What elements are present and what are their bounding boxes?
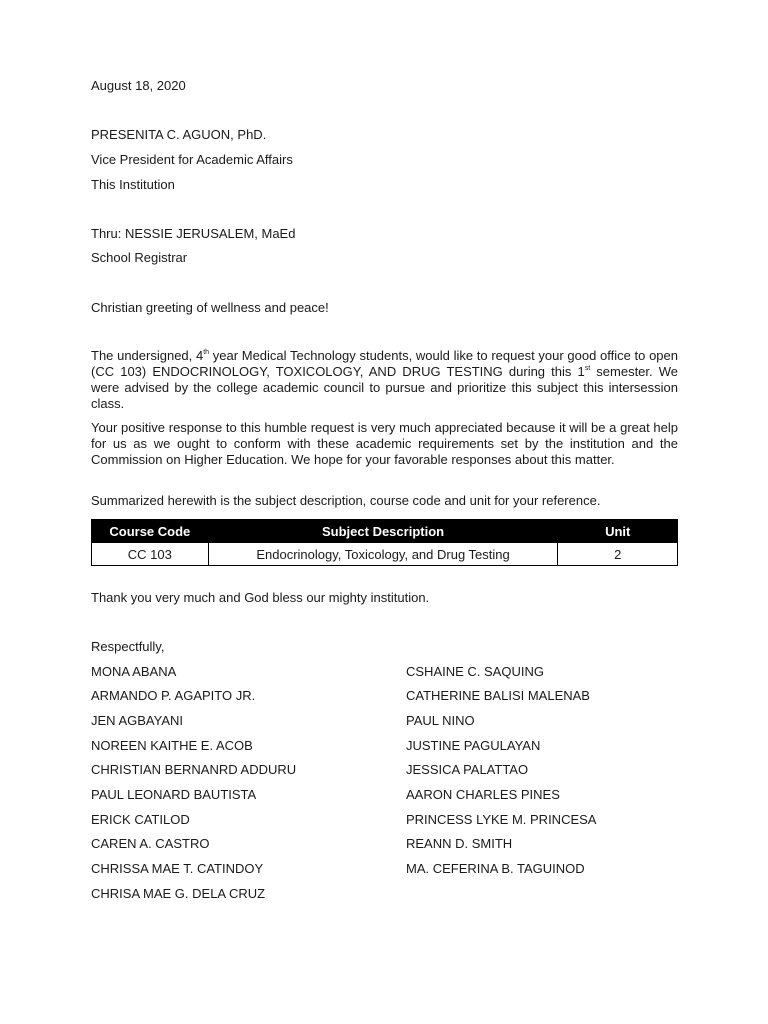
signatory-name: MA. CEFERINA B. TAGUINOD (406, 861, 585, 876)
thanks-line: Thank you very much and God bless our mighty institution. (91, 590, 430, 605)
paragraph-summary: Summarized herewith is the subject description, course code and unit for your reference. (91, 493, 601, 508)
signatory-name: CATHERINE BALISI MALENAB (406, 688, 590, 703)
signatory-name: CHRISSA MAE T. CATINDOY (91, 861, 264, 876)
recipient-org: This Institution (91, 177, 175, 192)
subject-table (91, 519, 678, 566)
signatory-name: CSHAINE C. SAQUING (406, 664, 544, 679)
recipient-title: Vice President for Academic Affairs (91, 152, 293, 167)
signatory-name: CAREN A. CASTRO (91, 836, 210, 851)
signatory-name: PAUL LEONARD BAUTISTA (91, 787, 257, 802)
signatory-name: JUSTINE PAGULAYAN (406, 738, 541, 753)
p1-text-c: semester. We were advised by the college academic council to pursue and prioritize this subject this intersession class. (91, 364, 679, 411)
signatory-name: CHRISA MAE G. DELA CRUZ (91, 886, 266, 901)
table-header-row (92, 520, 678, 543)
header-course-code: Course Code (92, 520, 209, 543)
cell-course-code: CC 103 (92, 543, 209, 566)
greeting: Christian greeting of wellness and peace! (91, 300, 329, 315)
thru-title: School Registrar (91, 250, 188, 265)
letter-date: August 18, 2020 (91, 78, 186, 93)
signatory-name: ARMANDO P. AGAPITO JR. (91, 688, 256, 703)
p1-text-b: year Medical Technology students, would like to request your good office to open (CC 103) ENDOCRINOLOGY, TOXICOLOGY, AND DRUG TESTING during this 1 (91, 348, 678, 379)
signatory-name: AARON CHARLES PINES (406, 787, 560, 802)
signatory-name: JESSICA PALATTAO (406, 762, 529, 777)
thru-name: Thru: NESSIE JERUSALEM, MaEd (91, 226, 296, 241)
signatory-name: ERICK CATILOD (91, 812, 190, 827)
closing: Respectfully, (91, 639, 165, 654)
paragraph-request (91, 348, 678, 412)
signatory-name: PAUL NINO (406, 713, 475, 728)
cell-unit: 2 (558, 543, 678, 566)
p1-sup-st: st (584, 364, 591, 372)
signatory-name: REANN D. SMITH (406, 836, 513, 851)
table-row (92, 543, 678, 566)
header-subject-description: Subject Description (208, 520, 558, 543)
signatory-name: PRINCESS LYKE M. PRINCESA (406, 812, 597, 827)
recipient-name: PRESENITA C. AGUON, PhD. (91, 127, 267, 142)
signatory-name: NOREEN KAITHE E. ACOB (91, 738, 253, 753)
signatory-name: MONA ABANA (91, 664, 177, 679)
signatory-name: JEN AGBAYANI (91, 713, 183, 728)
paragraph-appreciation: Your positive response to this humble request is very much appreciated because it will be a great help for us as we ought to conform with these academic requirements set by the institution and the Commission on Higher Education. We hope for your favorable responses about this matter. (91, 420, 678, 467)
p1-text-a: The undersigned, 4 (91, 348, 204, 363)
signatory-name: CHRISTIAN BERNANRD ADDURU (91, 762, 297, 777)
header-unit: Unit (558, 520, 678, 543)
cell-subject-description: Endocrinology, Toxicology, and Drug Testing (208, 543, 558, 566)
p1-sup-th: th (203, 348, 210, 356)
